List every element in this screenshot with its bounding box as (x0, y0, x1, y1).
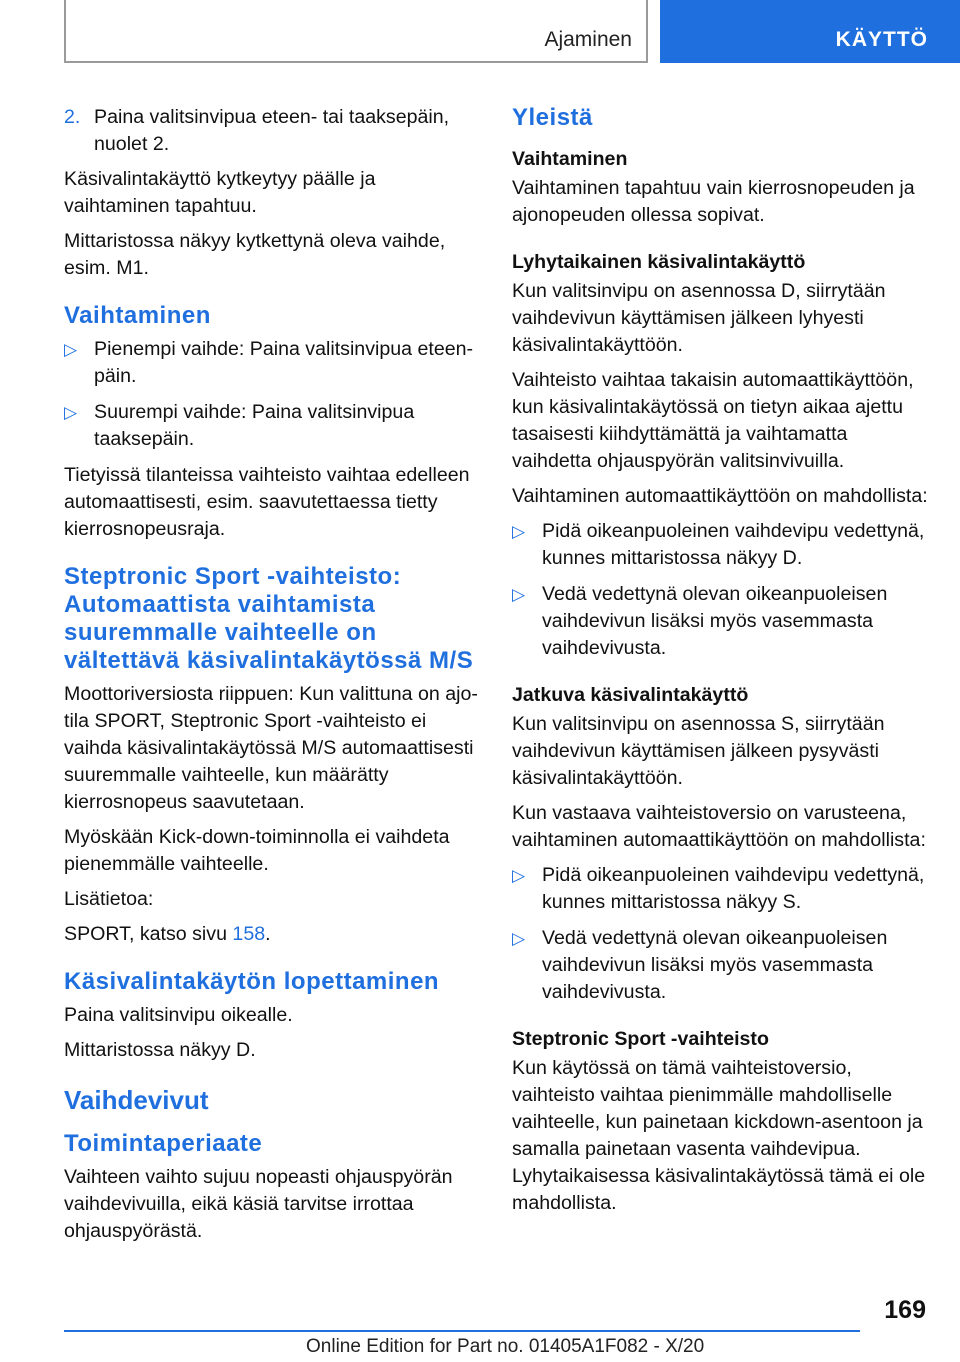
chapter-title: KÄYTTÖ (835, 28, 928, 51)
heading-steptronic: Steptronic Sport -vaihteisto: Automaattista vaihtamista suuremmalle vaihteelle on vältettävä käsivalintakäytössä M/S (64, 563, 474, 674)
heading-yleista: Yleistä (512, 104, 593, 131)
chapter-tab (660, 0, 960, 63)
paragraph: Paina valitsinvipu oikealle. (64, 1004, 293, 1026)
paragraph: Lisätietoa: (64, 888, 154, 910)
paragraph: Kun käytössä on tämä vaihteistoversio, vaihteisto vaihtaa pienimmälle mahdolliselle vaihteelle, kun painetaan kickdown-asentoon ja samalla painetaan vasenta vaihdevipua. Lyhytaikaisessa käsivalintakäytössä tämä ei ole mahdollista. (512, 1057, 926, 1214)
footer-divider (64, 1330, 860, 1332)
heading-lopettaminen: Käsivalintakäytön lopettaminen (64, 968, 440, 995)
footer-edition: Online Edition for Part no. 01405A1F082 - X/20 (306, 1336, 705, 1357)
triangle-bullet-icon: ▷ (512, 866, 526, 885)
step-item (64, 104, 478, 158)
page-link[interactable]: 158 (232, 923, 266, 945)
page-header (0, 0, 960, 66)
subheading-vaihtaminen: Vaihtaminen (512, 148, 628, 170)
paragraph: Vaihtaminen automaattikäyttöön on mahdollista: (512, 485, 928, 507)
subheading-lyhytaikainen: Lyhytaikainen käsivalintakäyttö (512, 251, 806, 273)
paragraph: Moottoriversiosta riippuen: Kun valittuna on ajotila SPORT, Steptronic Sport -vaihteisto ei vaihda käsivalintakäytössä M/S automaattisesti suuremmalle vaihteelle, kun määrätty kierrosnopeus saavutetaan. (64, 683, 478, 813)
list-item-text: Suurempi vaihde: Paina valitsinvipua taaksepäin. (94, 401, 415, 450)
list-item (512, 581, 928, 662)
triangle-bullet-icon: ▷ (64, 403, 78, 422)
step-text: Paina valitsinvipua eteen- tai taaksepäin, nuolet 2. (94, 106, 450, 155)
paragraph: Tietyissä tilanteissa vaihteisto vaihtaa edelleen automaattisesti, esim. saavutettaessa tietty kierrosnopeusraja. (64, 464, 470, 540)
left-column (64, 104, 478, 1253)
paragraph: Vaihteen vaihto sujuu nopeasti ohjauspyörän vaihdevivuilla, eikä käsiä tarvitse irrottaa ohjauspyörästä. (64, 1166, 453, 1242)
paragraph-reference (64, 921, 478, 948)
section-title: Ajaminen (544, 28, 632, 51)
section-tab (64, 0, 648, 63)
page-number: 169 (884, 1296, 926, 1324)
list-item-text: Pidä oikeanpuoleinen vaihdevipu vedettynä, kunnes mittaristossa näkyy D. (542, 520, 925, 569)
list-item-text: Pienempi vaihde: Paina valitsinvipua eteenpäin. (94, 338, 474, 387)
heading-toimintaperiaate: Toimintaperiaate (64, 1130, 263, 1157)
reference-suffix: . (265, 923, 271, 945)
list-item (64, 336, 478, 390)
bullet-list (512, 518, 928, 662)
list-item (64, 399, 478, 453)
bullet-list (64, 336, 478, 453)
subheading-steptronic: Steptronic Sport -vaihteisto (512, 1028, 769, 1050)
paragraph: Kun vastaava vaihteistoversio on varusteena, vaihtaminen automaattikäyttöön on mahdollista: (512, 802, 926, 851)
list-item (512, 518, 928, 572)
paragraph: Kun valitsinvipu on asennossa S, siirrytään vaihdevivun käyttämisen jälkeen pysyvästi käsivalintakäyttöön. (512, 713, 885, 789)
triangle-bullet-icon: ▷ (512, 585, 526, 604)
paragraph: Mittaristossa näkyy kytkettynä oleva vaihde, esim. M1. (64, 230, 446, 279)
bullet-list (512, 862, 928, 1006)
subheading-jatkuva: Jatkuva käsivalintakäyttö (512, 684, 749, 706)
triangle-bullet-icon: ▷ (512, 929, 526, 948)
paragraph: Kun valitsinvipu on asennossa D, siirrytään vaihdevivun käyttämisen jälkeen lyhyesti käsivalintakäyttöön. (512, 280, 886, 356)
paragraph: Myöskään Kick-down-toiminnolla ei vaihdeta pienemmälle vaihteelle. (64, 826, 450, 875)
triangle-bullet-icon: ▷ (64, 340, 78, 359)
triangle-bullet-icon: ▷ (512, 522, 526, 541)
list-item-text: Vedä vedettynä olevan oikeanpuoleisen vaihdevivun lisäksi myös vasemmasta vaihdevivusta. (542, 927, 888, 1003)
paragraph: Käsivalintakäyttö kytkeytyy päälle ja vaihtaminen tapahtuu. (64, 168, 376, 217)
step-number: 2. (64, 106, 81, 128)
paragraph: Mittaristossa näkyy D. (64, 1039, 256, 1061)
reference-prefix: SPORT, katso sivu (64, 923, 233, 945)
list-item-text: Pidä oikeanpuoleinen vaihdevipu vedettynä, kunnes mittaristossa näkyy S. (542, 864, 925, 913)
paragraph: Vaihteisto vaihtaa takaisin automaattikäyttöön, kun käsivalintakäytössä on tietyn aikaa ajettu tasaisesti kiihdyttämättä ja vaihtamatta vaihdetta ohjauspyörän valitsinvivuilla. (512, 369, 914, 472)
paragraph: Vaihtaminen tapahtuu vain kierrosnopeuden ja ajonopeuden ollessa sopivat. (512, 177, 915, 226)
list-item-text: Vedä vedettynä olevan oikeanpuoleisen vaihdevivun lisäksi myös vasemmasta vaihdevivusta. (542, 583, 888, 659)
list-item (512, 862, 928, 916)
heading-vaihtaminen: Vaihtaminen (64, 302, 211, 329)
list-item (512, 925, 928, 1006)
right-column (512, 104, 928, 1225)
heading-vaihdevivut: Vaihdevivut (64, 1085, 209, 1115)
